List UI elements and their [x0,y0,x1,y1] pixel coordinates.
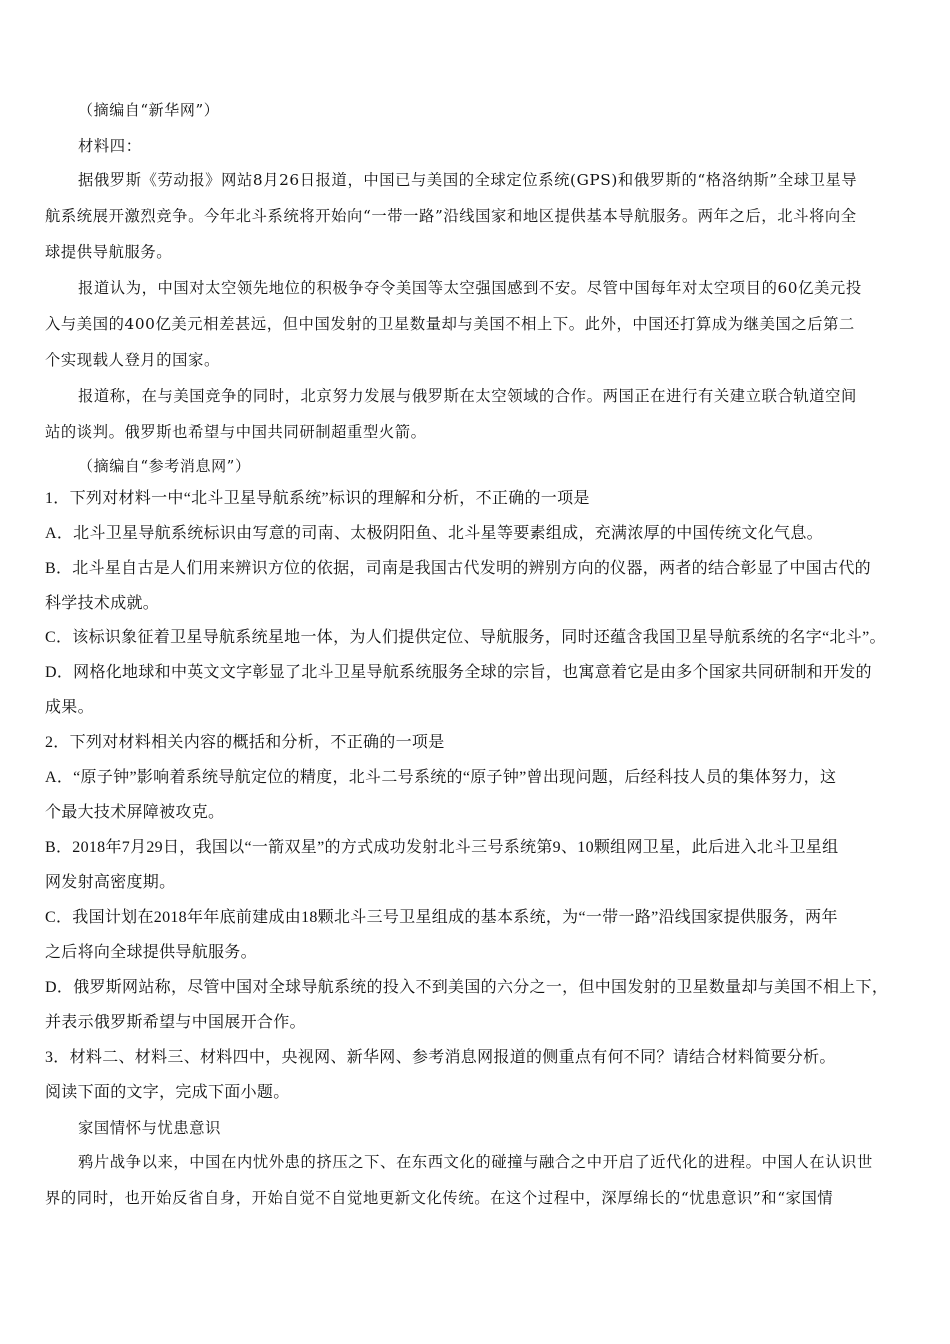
material-4-heading: 材料四： [78,137,142,155]
question-1-option-d-line-2: 成果。 [45,699,94,716]
question-1-option-b-line-1: B．北斗星自古是人们用来辨识方位的依据，司南是我国古代发明的辨别方向的仪器，两者的结合彰显了中国古代的 [45,560,871,577]
material-4-paragraph-2-line-2: 入与美国的400亿美元相差甚远，但中国发射的卫星数量却与美国不相上下。此外，中国还打算成为继美国之后第二 [45,315,855,333]
material-4-paragraph-1-line-2: 航系统展开激烈竞争。今年北斗系统将开始向“一带一路”沿线国家和地区提供基本导航服务。两年之后，北斗将向全 [45,207,857,225]
question-2-option-a-line-1: A．“原子钟”影响着系统导航定位的精度，北斗二号系统的“原子钟”曾出现问题，后经科技人员的集体努力，这 [45,769,837,786]
essay-title: 家国情怀与忧患意识 [78,1119,222,1137]
question-2-stem: 2．下列对材料相关内容的概括和分析，不正确的一项是 [45,734,445,751]
question-2-option-d-line-1: D．俄罗斯网站称，尽管中国对全球导航系统的投入不到美国的六分之一，但中国发射的卫星数量却与美国不相上下， [45,979,889,996]
material-4-paragraph-2-line-3: 个实现载人登月的国家。 [45,351,220,369]
question-2-option-c-line-1: C．我国计划在2018年年底前建成由18颗北斗三号卫星组成的基本系统，为“一带一路”沿线国家提供服务，两年 [45,909,838,926]
question-2-option-b-line-1: B．2018年7月29日，我国以“一箭双星”的方式成功发射北斗三号系统第9、10颗组网卫星，此后进入北斗卫星组 [45,839,839,856]
material-4-paragraph-1-line-1: 据俄罗斯《劳动报》网站8月26日报道，中国已与美国的全球定位系统(GPS)和俄罗斯的“格洛纳斯”全球卫星导 [78,171,858,189]
material-4-paragraph-2-line-1: 报道认为，中国对太空领先地位的积极争夺令美国等太空强国感到不安。尽管中国每年对太空项目的60亿美元投 [78,279,862,297]
question-3: 3．材料二、材料三、材料四中，央视网、新华网、参考消息网报道的侧重点有何不同？请结合材料简要分析。 [45,1049,836,1066]
material-4-paragraph-3-line-2: 站的谈判。俄罗斯也希望与中国共同研制超重型火箭。 [45,423,427,441]
question-2-option-c-line-2: 之后将向全球提供导航服务。 [45,944,257,961]
essay-paragraph-1-line-2: 界的同时，也开始反省自身，开始自觉不自觉地更新文化传统。在这个过程中，深厚绵长的“忧患意识”和“家国情 [45,1189,834,1207]
essay-paragraph-1-line-1: 鸦片战争以来，中国在内忧外患的挤压之下、在东西文化的碰撞与融合之中开启了近代化的进程。中国人在认识世 [78,1153,873,1171]
material-4-paragraph-3-line-1: 报道称，在与美国竞争的同时，北京努力发展与俄罗斯在太空领域的合作。两国正在进行有关建立联合轨道空间 [78,387,857,405]
question-1-option-b-line-2: 科学技术成就。 [45,595,160,612]
question-2-option-d-line-2: 并表示俄罗斯希望与中国展开合作。 [45,1014,306,1031]
question-1-option-a: A．北斗卫星导航系统标识由写意的司南、太极阴阳鱼、北斗星等要素组成，充满浓厚的中国传统文化气息。 [45,525,823,542]
reading-instruction: 阅读下面的文字，完成下面小题。 [45,1084,290,1101]
question-2-option-a-line-2: 个最大技术屏障被攻克。 [45,804,225,821]
question-1-option-c: C．该标识象征着卫星导航系统星地一体，为人们提供定位、导航服务，同时还蕴含我国卫星导航系统的名字“北斗”。 [45,629,886,646]
source-cankao: （摘编自“参考消息网”） [78,457,251,475]
question-1-stem: 1．下列对材料一中“北斗卫星导航系统”标识的理解和分析，不正确的一项是 [45,490,590,507]
material-4-paragraph-1-line-3: 球提供导航服务。 [45,243,173,261]
source-xinhua: （摘编自“新华网”） [78,101,220,119]
question-1-option-d-line-1: D．网格化地球和中英文文字彰显了北斗卫星导航系统服务全球的宗旨，也寓意着它是由多个国家共同研制和开发的 [45,664,872,681]
question-2-option-b-line-2: 网发射高密度期。 [45,874,176,891]
